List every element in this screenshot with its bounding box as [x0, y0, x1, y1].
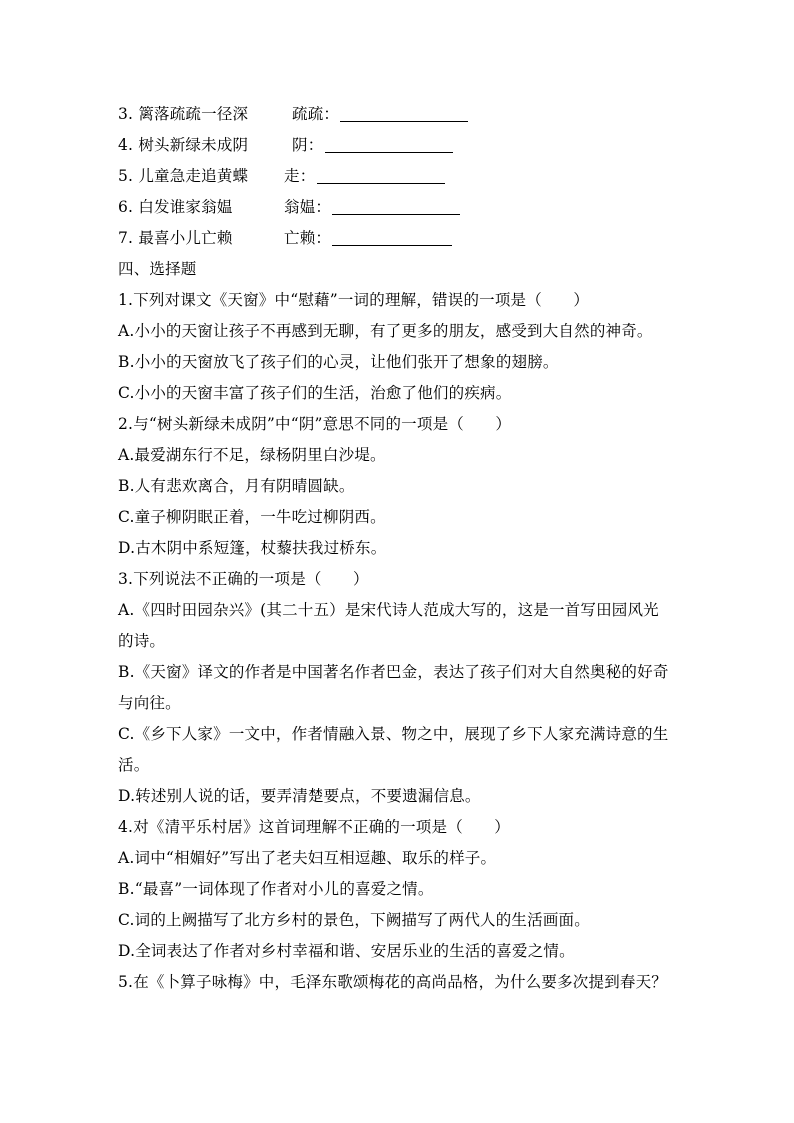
- answer-option: B.《天窗》译文的作者是中国著名作者巴金，表达了孩子们对大自然奥秘的好奇: [118, 663, 669, 681]
- answer-blank[interactable]: [325, 152, 453, 153]
- question-stem: 1.下列对课文《天窗》中“慰藉”一词的理解，错误的一项是（ ）: [118, 291, 590, 309]
- vocab-label: 翁媪：: [284, 198, 332, 216]
- vocab-label: 走：: [284, 167, 316, 185]
- question-stem: 4.对《清平乐村居》这首词理解不正确的一项是（ ）: [118, 818, 510, 836]
- answer-option: A.词中“相媚好”写出了老夫妇互相逗趣、取乐的样子。: [118, 849, 497, 867]
- question-stem: 2.与“树头新绿未成阴”中“阴”意思不同的一项是（ ）: [118, 415, 512, 433]
- answer-blank[interactable]: [332, 245, 452, 246]
- vocab-label: 阴：: [292, 136, 324, 154]
- answer-option: B.小小的天窗放飞了孩子们的心灵，让他们张开了想象的翅膀。: [118, 353, 559, 371]
- answer-option-continued: 活。: [118, 756, 150, 774]
- answer-option: C.小小的天窗丰富了孩子们的生活，治愈了他们的疾病。: [118, 384, 512, 402]
- answer-option: C.童子柳阴眠正着，一牛吃过柳阴西。: [118, 508, 386, 526]
- answer-option: D.全词表达了作者对乡村幸福和谐、安居乐业的生活的喜爱之情。: [118, 942, 575, 960]
- answer-option: D.转述别人说的话，要弄清楚要点，不要遗漏信息。: [118, 787, 481, 805]
- section-title: 四、选择题: [118, 260, 197, 278]
- answer-option: A.《四时田园杂兴》(其二十五）是宋代诗人范成大写的，这是一首写田园风光: [118, 601, 659, 619]
- question-stem: 5.在《卜算子咏梅》中，毛泽东歌颂梅花的高尚品格，为什么要多次提到春天？: [118, 973, 667, 991]
- answer-option: C.词的上阙描写了北方乡村的景色，下阙描写了两代人的生活画面。: [118, 911, 590, 929]
- question-stem: 3.下列说法不正确的一项是（ ）: [118, 570, 369, 588]
- answer-option: D.古木阴中系短篷，杖藜扶我过桥东。: [118, 539, 387, 557]
- answer-option: B.人有悲欢离合，月有阴晴圆缺。: [118, 477, 355, 495]
- answer-option: B.“最喜”一词体现了作者对小儿的喜爱之情。: [118, 880, 434, 898]
- answer-option-continued: 的诗。: [118, 632, 166, 650]
- vocab-item: 6. 白发谁家翁媪: [118, 198, 233, 216]
- answer-option: C.《乡下人家》一文中，作者情融入景、物之中，展现了乡下人家充满诗意的生: [118, 725, 669, 743]
- answer-option: A.最爱湖东行不足，绿杨阴里白沙堤。: [118, 446, 386, 464]
- vocab-label: 疏疏：: [292, 105, 340, 123]
- answer-option: A.小小的天窗让孩子不再感到无聊，有了更多的朋友，感受到大自然的神奇。: [118, 322, 653, 340]
- answer-option-continued: 与向往。: [118, 694, 181, 712]
- vocab-item: 5. 儿童急走追黄蝶: [118, 167, 249, 185]
- vocab-item: 3. 篱落疏疏一径深: [118, 105, 249, 123]
- answer-blank[interactable]: [317, 183, 445, 184]
- vocab-item: 7. 最喜小儿亡赖: [118, 229, 233, 247]
- vocab-item: 4. 树头新绿未成阴: [118, 136, 249, 154]
- answer-blank[interactable]: [340, 121, 468, 122]
- vocab-label: 亡赖：: [284, 229, 332, 247]
- answer-blank[interactable]: [332, 214, 460, 215]
